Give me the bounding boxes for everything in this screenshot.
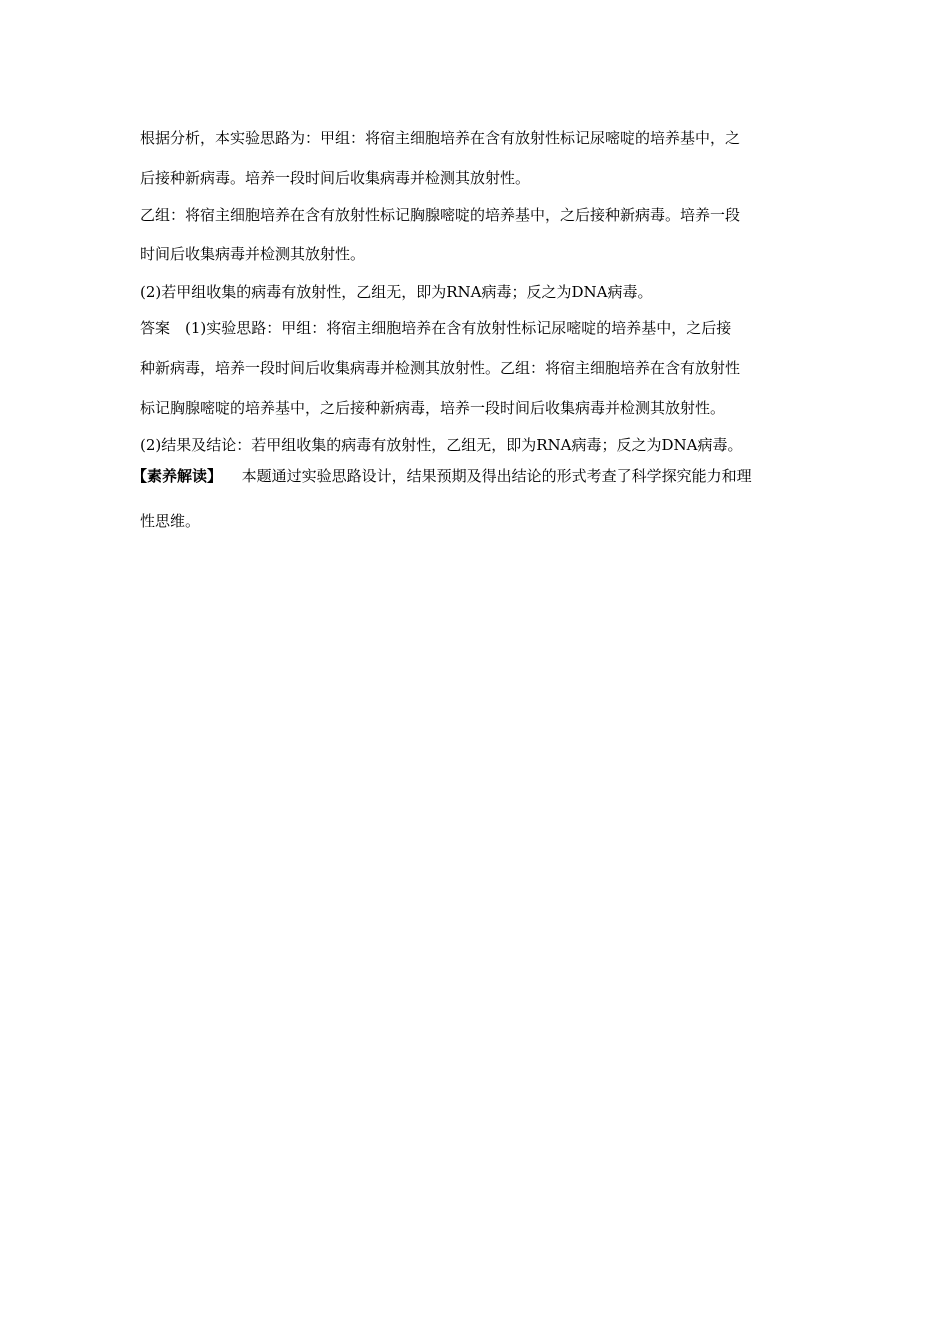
text-line: 后接种新病毒。培养一段时间后收集病毒并检测其放射性。: [140, 169, 531, 187]
answer-line: (2)结果及结论：若甲组收集的病毒有放射性，乙组无，即为RNA病毒；反之为DNA病毒。: [140, 436, 743, 454]
answer-line: 种新病毒，培养一段时间后收集病毒并检测其放射性。乙组：将宿主细胞培养在含有放射性: [140, 359, 741, 377]
text-line: 根据分析，本实验思路为：甲组：将宿主细胞培养在含有放射性标记尿嘧啶的培养基中，之: [140, 129, 741, 147]
literacy-text: 本题通过实验思路设计，结果预期及得出结论的形式考查了科学探究能力和理: [241, 467, 752, 485]
literacy-line: [132, 466, 752, 486]
text-line: 时间后收集病毒并检测其放射性。: [140, 245, 366, 263]
answer-line: 答案 (1)实验思路：甲组：将宿主细胞培养在含有放射性标记尿嘧啶的培养基中，之后接: [140, 319, 732, 337]
answer-line: 标记胸腺嘧啶的培养基中，之后接种新病毒，培养一段时间后收集病毒并检测其放射性。: [140, 399, 726, 417]
text-line: 乙组：将宿主细胞培养在含有放射性标记胸腺嘧啶的培养基中，之后接种新病毒。培养一段: [140, 206, 741, 224]
text-line: (2)若甲组收集的病毒有放射性，乙组无，即为RNA病毒；反之为DNA病毒。: [140, 283, 653, 301]
literacy-tag: 【素养解读】: [132, 467, 223, 485]
literacy-line-cont: 性思维。: [140, 512, 201, 530]
